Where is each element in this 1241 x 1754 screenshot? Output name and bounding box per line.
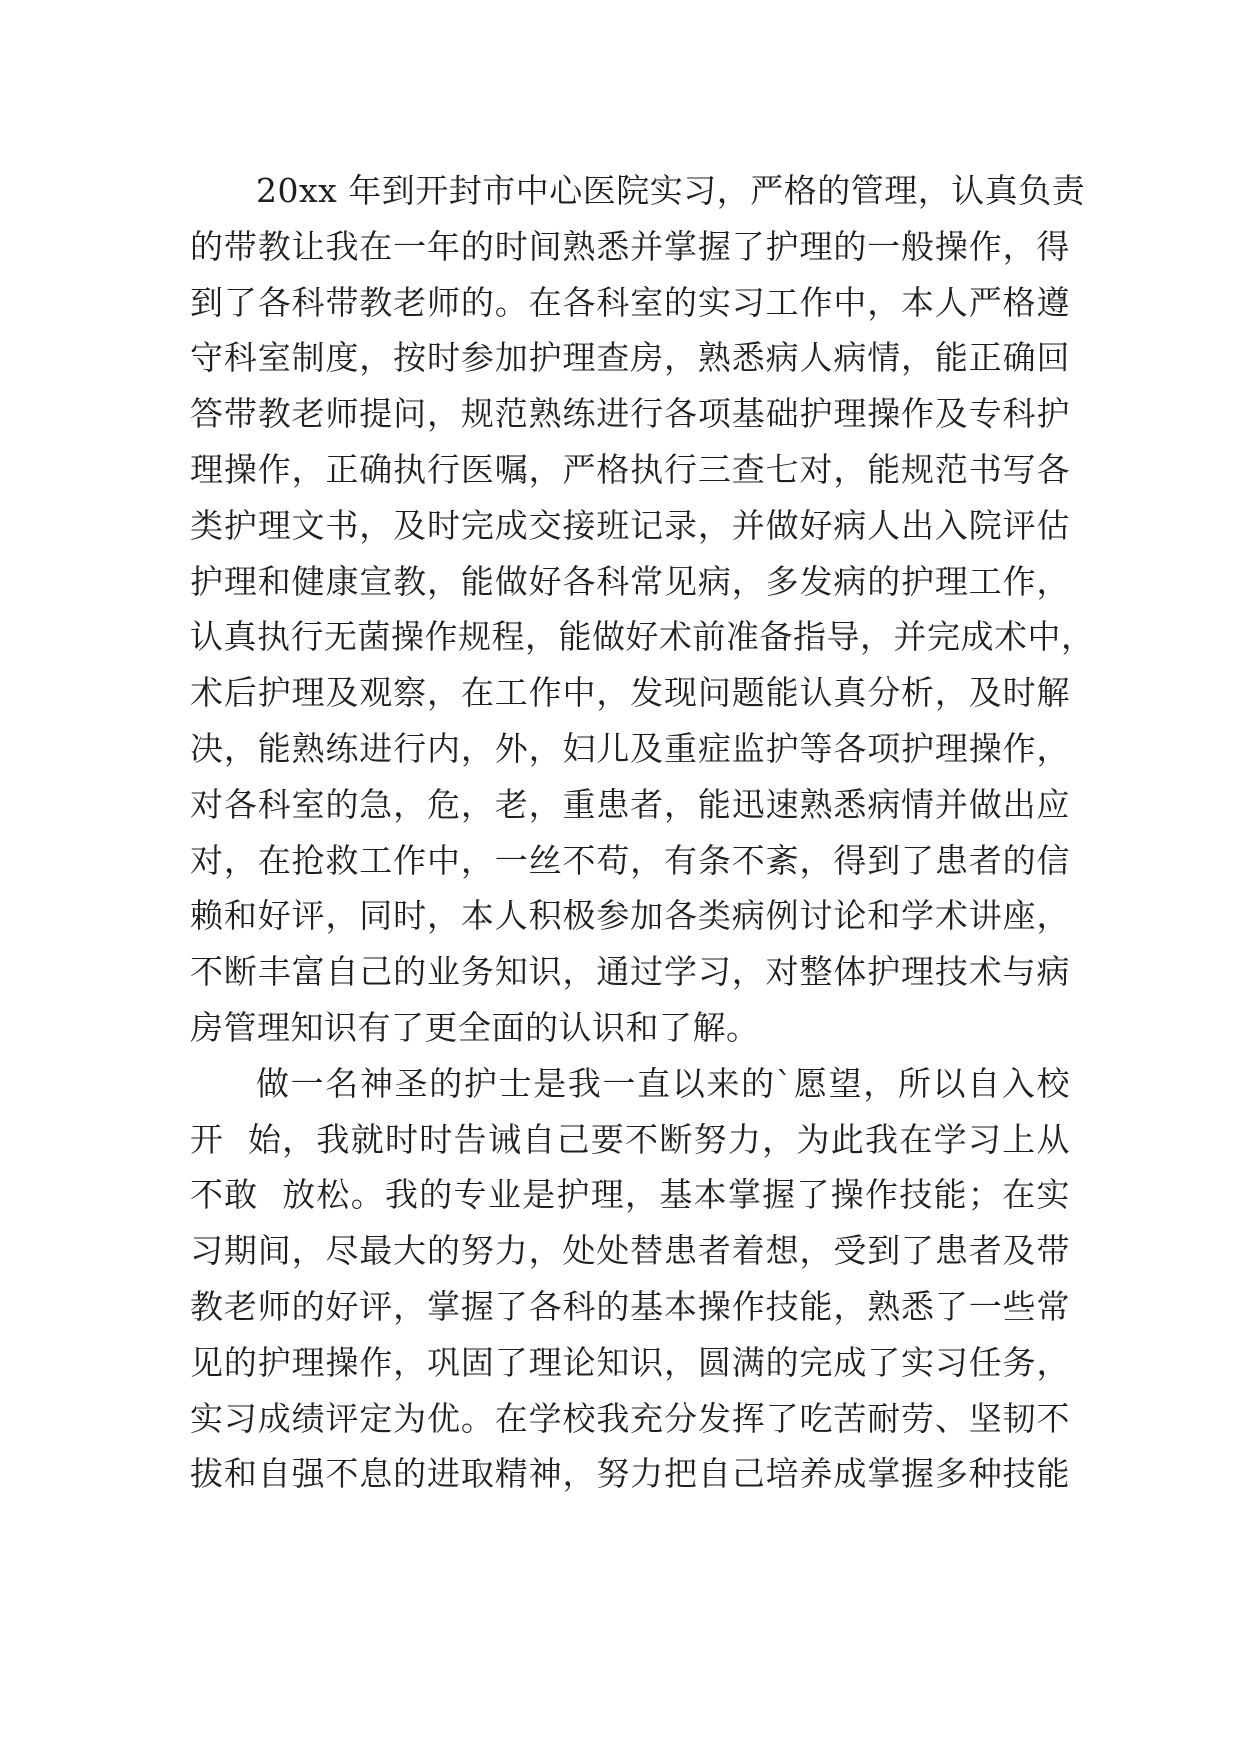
paragraph-2-line-7: 实习成绩评定为优。在学校我充分发挥了吃苦耐劳、坚韧不 [190,1398,1070,1438]
paragraph-1-line-2: 的带教让我在一年的时间熟悉并掌握了护理的一般操作，得 [190,226,1070,266]
paragraph-2-line-1: 做一名神圣的护士是我一直以来的`愿望，所以自入校 [256,1063,1070,1103]
paragraph-1-line-4: 守科室制度，按时参加护理查房，熟悉病人病情，能正确回 [190,338,1070,378]
paragraph-1-line-10: 术后护理及观察，在工作中，发现问题能认真分析，及时解 [190,673,1070,713]
paragraph-1-line-16: 房管理知识有了更全面的认识和了解。 [190,1007,760,1047]
document-body [190,163,1095,1502]
paragraph-1-line-13: 对，在抢救工作中，一丝不苟，有条不紊，得到了患者的信 [190,840,1070,880]
paragraph-1-line-1: 20xx 年到开封市中心医院实习，严格的管理，认真负责 [256,171,1086,210]
paragraph-1-line-9: 认真执行无菌操作规程，能做好术前准备指导，并完成术中， [190,617,1095,657]
paragraph-1-line-7: 类护理文书，及时完成交接班记录，并做好病人出入院评估 [190,505,1070,545]
paragraph-1-line-5: 答带教老师提问，规范熟练进行各项基础护理操作及专科护 [190,394,1070,434]
paragraph-2-line-6: 见的护理操作，巩固了理论知识，圆满的完成了实习任务， [190,1342,1070,1382]
paragraph-2-line-8: 拔和自强不息的进取精神，努力把自己培养成掌握多种技能 [190,1454,1070,1494]
paragraph-1-line-6: 理操作，正确执行医嘱，严格执行三查七对，能规范书写各 [190,449,1070,489]
paragraph-1-line-14: 赖和好评，同时，本人积极参加各类病例讨论和学术讲座， [190,896,1070,936]
paragraph-2-line-3: 不敢 放松。我的专业是护理，基本掌握了操作技能；在实 [190,1175,1070,1215]
paragraph-1-line-11: 决，能熟练进行内，外，妇儿及重症监护等各项护理操作， [190,728,1070,768]
paragraph-1-line-8: 护理和健康宣教，能做好各科常见病，多发病的护理工作， [190,561,1070,601]
paragraph-1-line-15: 不断丰富自己的业务知识，通过学习，对整体护理技术与病 [190,952,1070,992]
paragraph-1-line-3: 到了各科带教老师的。在各科室的实习工作中，本人严格遵 [190,282,1070,322]
paragraph-2-line-2: 开 始，我就时时告诫自己要不断努力，为此我在学习上从 [190,1119,1070,1159]
paragraph-2-line-5: 教老师的好评，掌握了各科的基本操作技能，熟悉了一些常 [190,1286,1070,1326]
paragraph-1-line-12: 对各科室的急，危，老，重患者，能迅速熟悉病情并做出应 [190,784,1070,824]
paragraph-2-line-4: 习期间，尽最大的努力，处处替患者着想，受到了患者及带 [190,1231,1070,1271]
